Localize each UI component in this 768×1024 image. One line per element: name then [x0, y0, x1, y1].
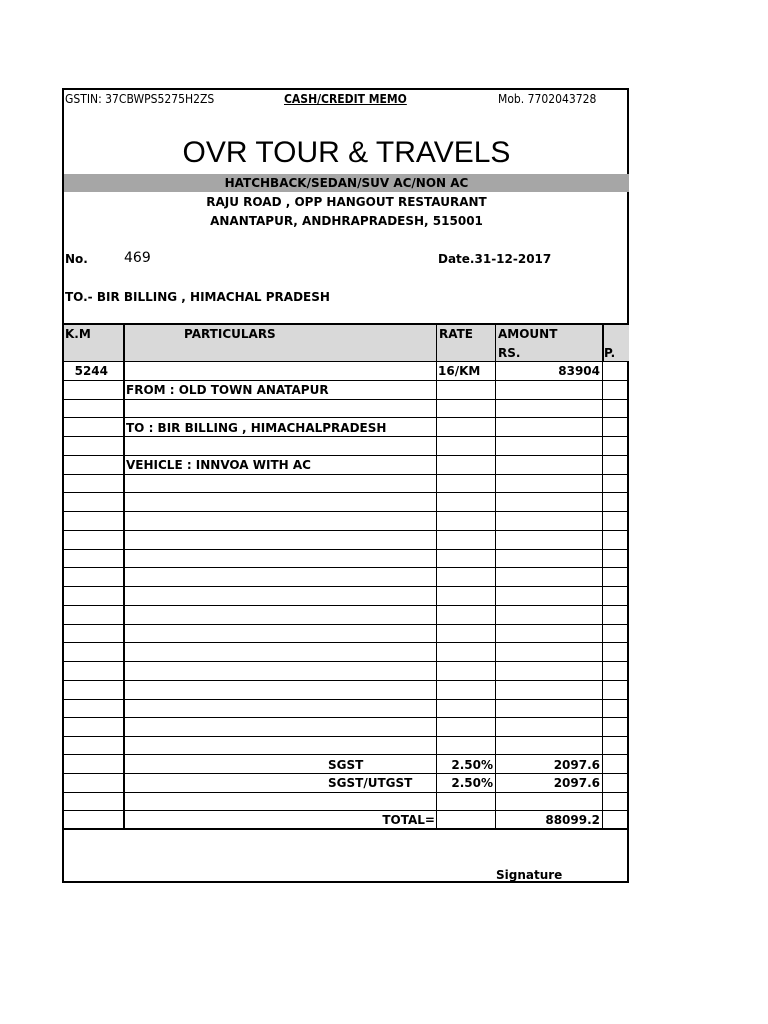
tax-rate-sgst: 2.50%: [451, 758, 493, 772]
row-line: [64, 699, 629, 700]
row-line: [64, 586, 629, 587]
row-line: [64, 455, 629, 456]
row-line: [64, 549, 629, 550]
row-line: [64, 717, 629, 718]
memo-type: CASH/CREDIT MEMO: [284, 92, 407, 106]
number-label: No.: [65, 252, 88, 266]
row-line: [64, 773, 629, 774]
header-paise: P.: [604, 346, 616, 360]
row-line: [64, 624, 629, 625]
row-line: [64, 736, 629, 737]
memo-date: Date.31-12-2017: [438, 252, 552, 266]
row-line: [64, 530, 629, 531]
company-name: OVR TOUR & TRAVELS: [182, 136, 511, 169]
address-line-1: RAJU ROAD , OPP HANGOUT RESTAURANT: [206, 195, 487, 209]
row1-amount: 83904: [558, 364, 600, 378]
row-line: [64, 661, 629, 662]
tax-label-utgst: SGST/UTGST: [328, 776, 413, 790]
gstin: GSTIN: 37CBWPS5275H2ZS: [65, 92, 215, 106]
row-line: [64, 417, 629, 418]
row-line: [64, 511, 629, 512]
particulars-vehicle: VEHICLE : INNVOA WITH AC: [126, 458, 311, 472]
address-line-2: ANANTAPUR, ANDHRAPRADESH, 515001: [210, 214, 483, 228]
row-line: [64, 642, 629, 643]
recipient: TO.- BIR BILLING , HIMACHAL PRADESH: [65, 290, 330, 304]
row-line: [64, 792, 629, 793]
total-amount: 88099.2: [545, 813, 600, 827]
col-line-km: [123, 324, 125, 829]
header-amount: AMOUNT: [498, 327, 558, 341]
col-line-paise: [602, 361, 603, 828]
total-label: TOTAL=: [382, 813, 435, 827]
mobile-number: Mob. 7702043728: [498, 92, 597, 106]
tax-label-sgst: SGST: [328, 758, 364, 772]
row-line: [64, 492, 629, 493]
col-line-particulars: [436, 324, 437, 829]
row-line: [64, 810, 629, 811]
header-particulars: PARTICULARS: [184, 327, 276, 341]
particulars-to: TO : BIR BILLING , HIMACHALPRADESH: [126, 421, 387, 435]
tax-rate-utgst: 2.50%: [451, 776, 493, 790]
services-line: HATCHBACK/SEDAN/SUV AC/NON AC: [224, 176, 469, 190]
row-line: [64, 436, 629, 437]
header-km: K.M: [65, 327, 91, 341]
tax-amount-sgst: 2097.6: [553, 758, 600, 772]
table-top-line: [64, 323, 629, 325]
row-line: [64, 680, 629, 681]
tax-amount-utgst: 2097.6: [553, 776, 600, 790]
cash-credit-memo: [62, 88, 629, 883]
row-line: [64, 399, 629, 400]
table-bottom-line: [64, 828, 629, 830]
row1-rate: 16/KM: [438, 364, 481, 378]
row-line: [64, 380, 629, 381]
row1-km: 5244: [74, 364, 108, 378]
signature-label: Signature: [496, 868, 563, 882]
row-line: [64, 361, 629, 362]
memo-number: 469: [124, 250, 151, 266]
row-line: [64, 605, 629, 606]
row-line: [64, 567, 629, 568]
header-rate: RATE: [439, 327, 473, 341]
header-band-particulars: [124, 324, 437, 361]
particulars-from: FROM : OLD TOWN ANATAPUR: [126, 383, 329, 397]
header-rs: RS.: [498, 346, 521, 360]
col-line-rate: [495, 324, 496, 829]
row-line: [64, 754, 629, 755]
row-line: [64, 474, 629, 475]
